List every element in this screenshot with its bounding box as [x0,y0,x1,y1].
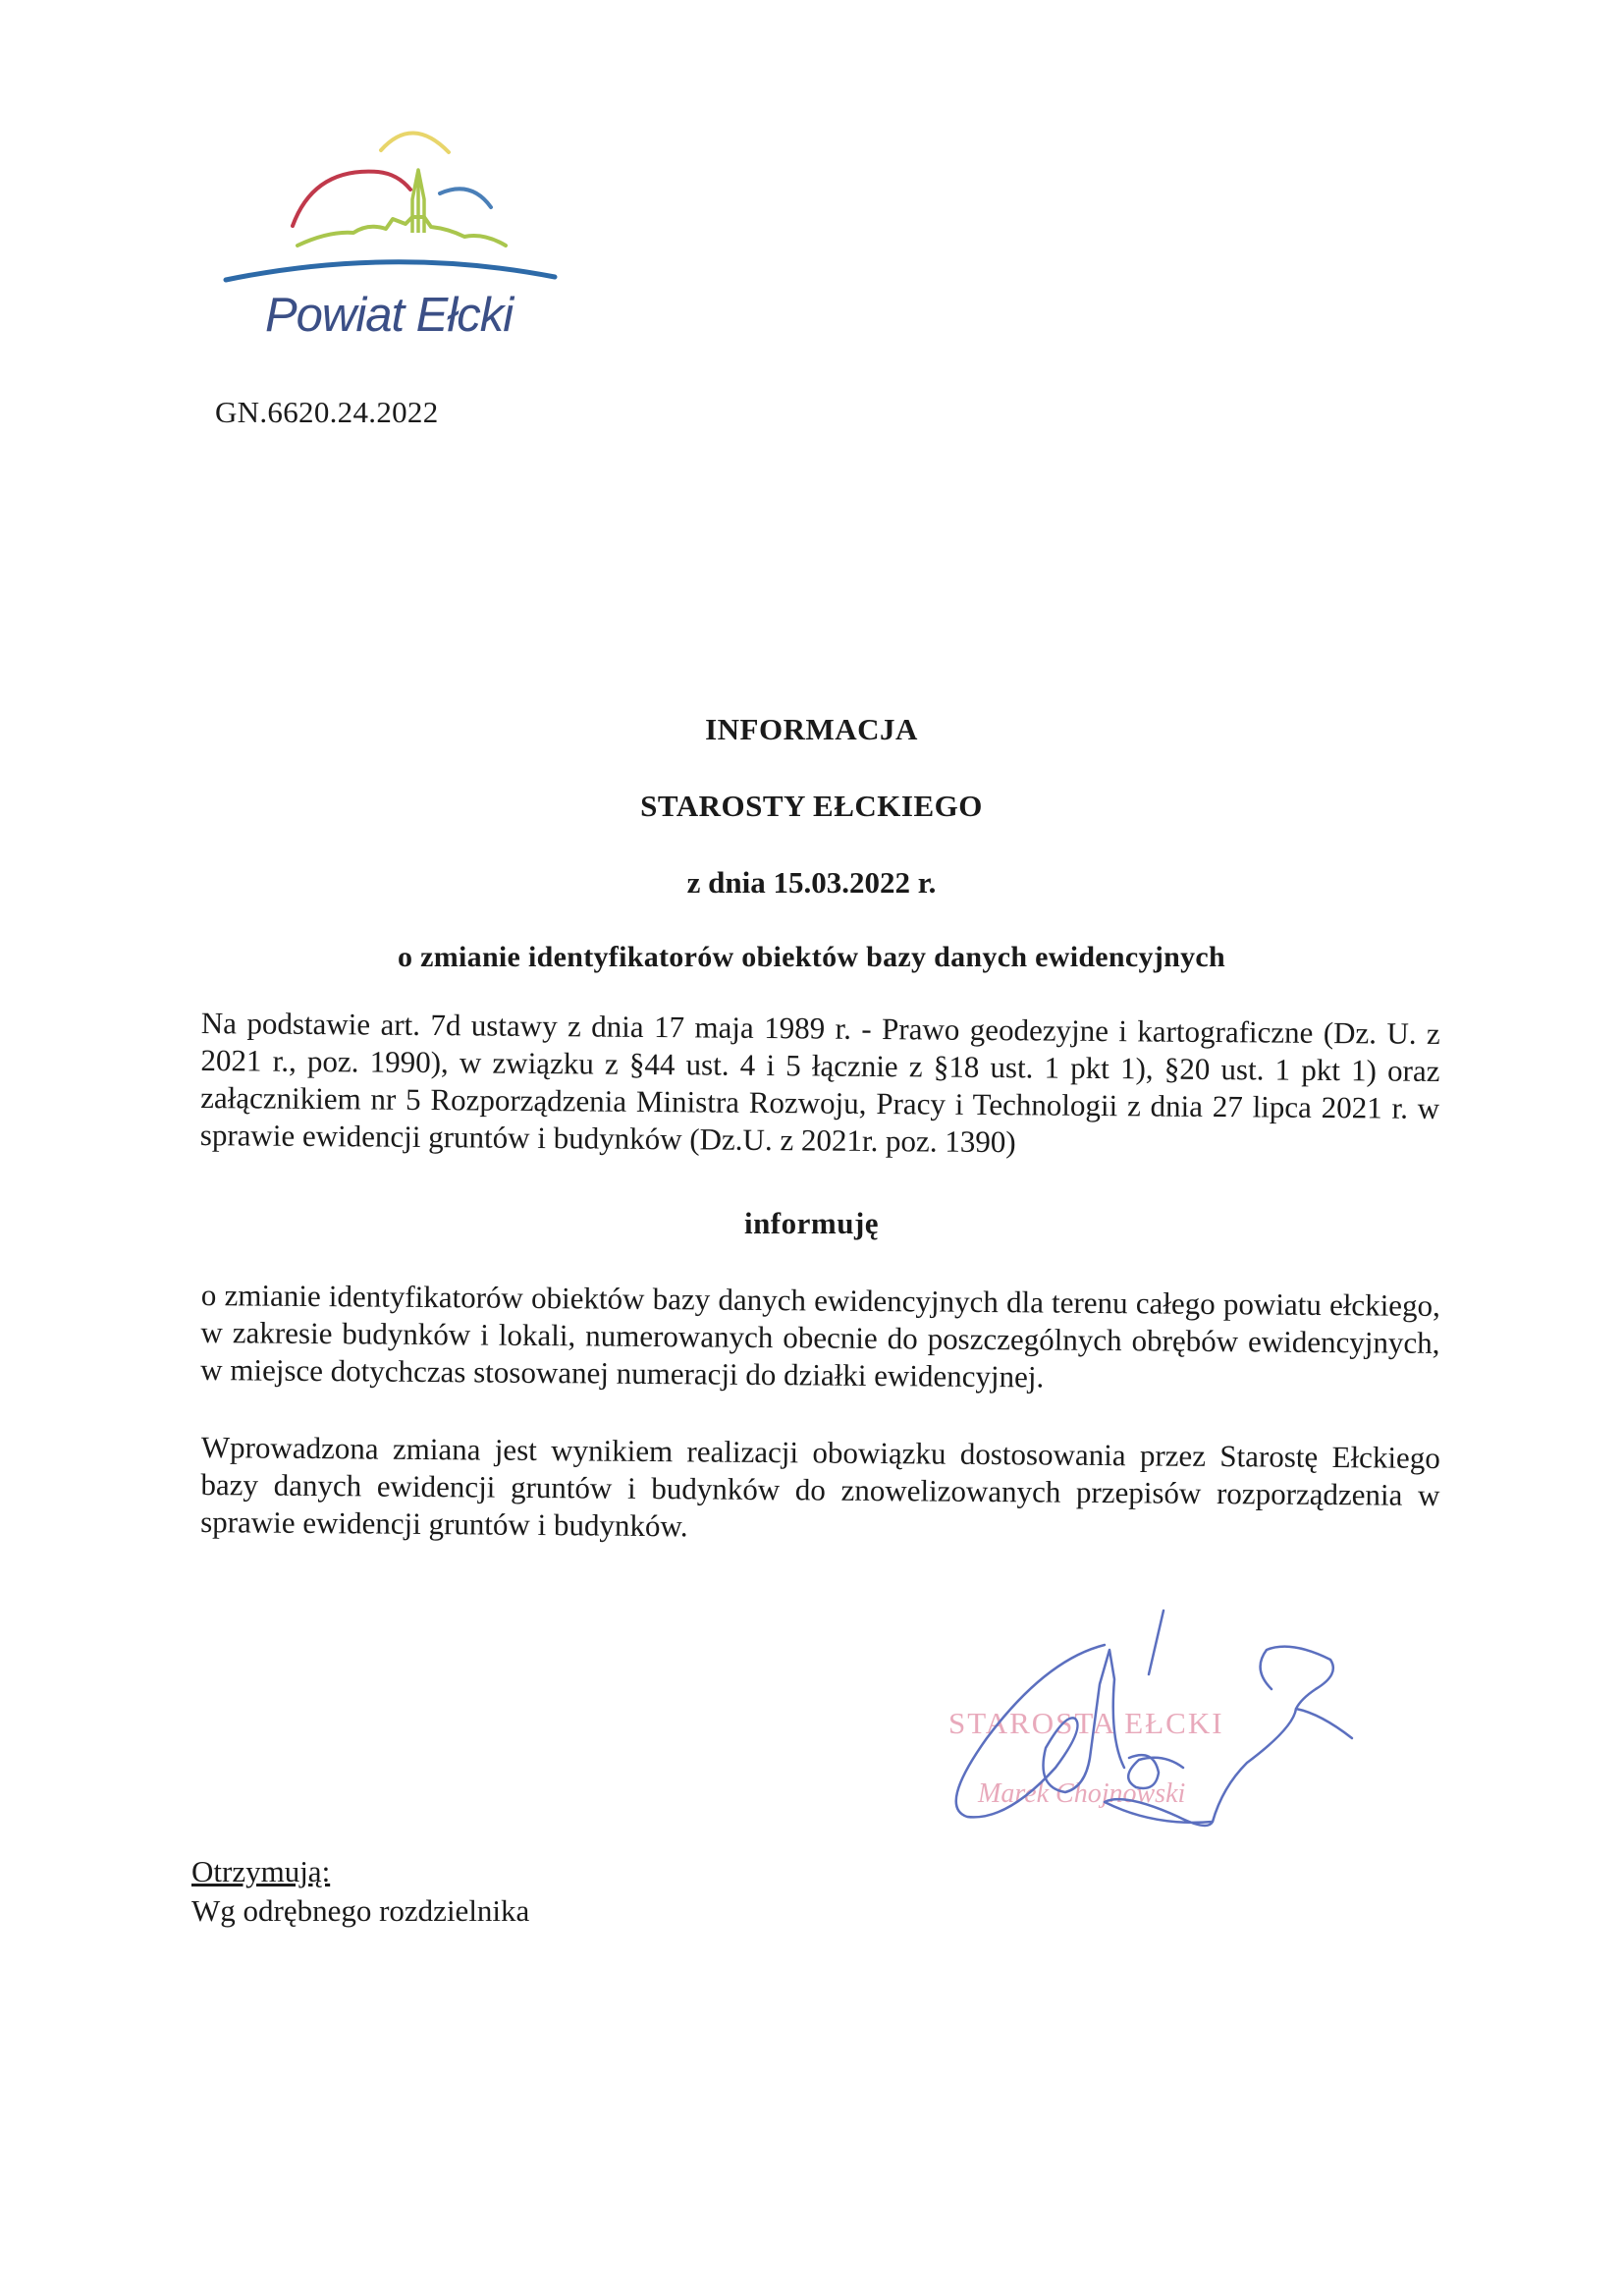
logo-blue-arc [440,189,491,207]
logo-horizon [226,262,555,280]
document-date: z dnia 15.03.2022 r. [686,865,937,900]
logo-graphic [221,123,560,290]
stamp-name: Marek Chojnowski [978,1778,1186,1809]
document-subtitle: STAROSTY EŁCKIEGO [640,789,983,823]
change-paragraph: o zmianie identyfikatorów obiektów bazy danych ewidencyjnych dla terenu całego powiatu ełckiego, w zakresie budynków i lokali, numerowanych obecnie do poszczególnych obrębów ewidencyjnych, w miejsce dotychczas stosowanej numeracji do działki ewidencyjnej. [200,1278,1440,1394]
legal-basis-paragraph: Na podstawie art. 7d ustawy z dnia 17 maja 1989 r. - Prawo geodezyjne i kartograficzne (Dz. U. z 2021 r., poz. 1990), w związku z §44 ust. 4 i 5 łącznie z §18 ust. 1 pkt 1), §20 ust. 1 pkt 1) oraz załącznikiem nr 5 Rozporządzenia Ministra Rozwoju, Pracy i Technologii z dnia 27 lipca 2021 r. w sprawie ewidencji gruntów i budynków (Dz.U. z 2021r. poz. 1390) [199,1005,1440,1160]
recipients-label: Otrzymują: [191,1854,331,1888]
recipients-value: Wg odrębnego rozdzielnika [191,1893,530,1928]
logo-text: Powiat Ełcki [265,289,514,342]
document-subject: o zmianie identyfikatorów obiektów bazy danych ewidencyjnych [398,941,1225,973]
result-paragraph: Wprowadzona zmiana jest wynikiem realizacji obowiązku dostosowania przez Starostę Ełckiego bazy danych ewidencji gruntów i budynków do znowelizowanych przepisów rozporządzenia w sprawie ewidencji gruntów i budynków. [200,1430,1440,1544]
logo-green-hills [298,217,506,246]
logo-yellow-arc [381,133,449,152]
handwritten-signature [928,1591,1370,1846]
reference-number: GN.6620.24.2022 [215,395,439,429]
powiat-elcki-logo [221,123,560,349]
stamp-title: STAROSTA EŁCKI [948,1706,1224,1740]
document-title: INFORMACJA [705,712,918,746]
logo-spire [412,170,424,233]
inform-heading: informuję [743,1206,880,1240]
